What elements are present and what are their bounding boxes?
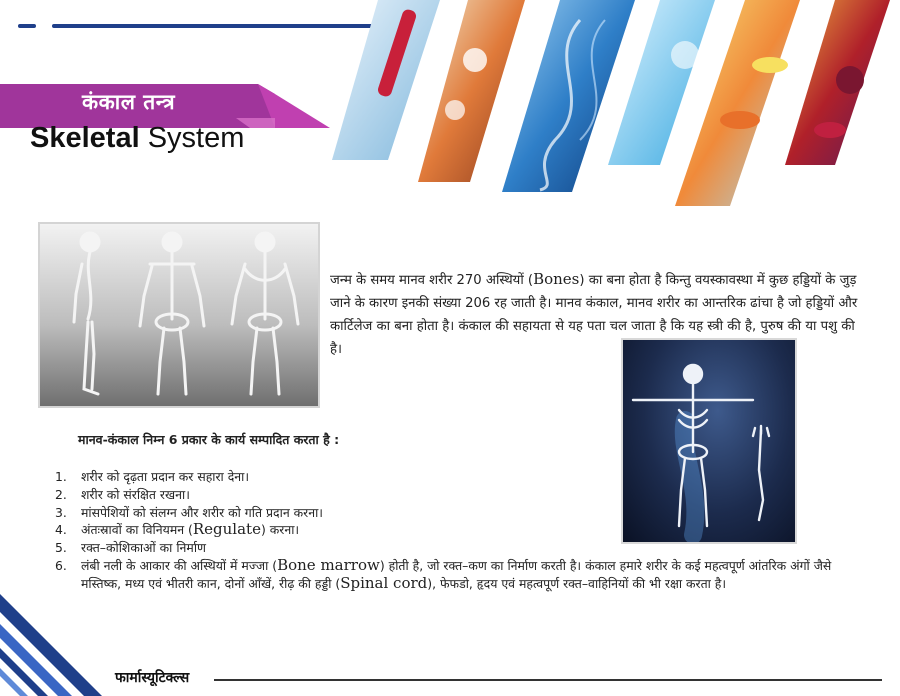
- list-text: मांसपेशियों को संलग्न और शरीर को गति प्रदान करना।: [81, 504, 324, 520]
- list-text: शरीर को दृढ़ता प्रदान कर सहारा देना।: [81, 469, 250, 484]
- list-number: 5.: [55, 540, 67, 556]
- functions-list: [55, 468, 875, 593]
- title-english-rest: System: [139, 122, 245, 154]
- footer-label: फार्मास्यूटिक्ल्स: [115, 670, 190, 686]
- list-text: ) होती है, जो रक्त–कण का निर्माण करती है। कंकाल हमारे शरीर के कई महत्वपूर्ण आंतरिक अंगों जैसे मस्तिष्क, मध्य एवं भीतरी कान, दोनों आँखें, रीढ़ की हड्डी (: [81, 557, 832, 591]
- list-number: 6.: [55, 557, 67, 573]
- list-item: [55, 486, 875, 504]
- list-number: 4.: [55, 522, 67, 538]
- intro-term-bones: Bones: [533, 270, 580, 288]
- title-english-bold: Skeletal: [30, 122, 140, 154]
- title-english: [30, 122, 244, 155]
- list-number: 1.: [55, 469, 67, 484]
- term-regulate: Regulate: [192, 520, 261, 539]
- title-hindi: कंकाल तन्त्र: [82, 90, 176, 114]
- list-number: 3.: [55, 504, 67, 520]
- list-item: [55, 539, 875, 557]
- list-item: [55, 557, 875, 593]
- functions-heading: मानव-कंकाल निम्न 6 प्रकार के कार्य सम्पादित करता है :: [78, 432, 340, 447]
- list-item: [55, 468, 875, 486]
- list-number: 2.: [55, 486, 67, 502]
- top-accent-long: [52, 24, 374, 28]
- list-text: लंबी नली के आकार की अस्थियों में मज्जा (: [81, 557, 278, 573]
- list-text: ) करना।: [260, 522, 300, 538]
- term-bone-marrow: Bone marrow: [277, 555, 380, 574]
- footer-line: [214, 679, 882, 681]
- term-spinal-cord: Spinal cord: [340, 573, 428, 592]
- list-text: अंतःस्रावों का विनियमन (: [81, 522, 193, 538]
- list-text: शरीर को संरक्षित रखना।: [81, 486, 190, 502]
- list-item: [55, 504, 875, 522]
- top-accent-short: [18, 24, 36, 28]
- list-text: ), फेफडो, हृदय एवं महत्वपूर्ण रक्त–वाहिनियों की भी रक्षा करता है।: [427, 575, 727, 591]
- intro-text-b: ) का बना होता है किन्तु वयस्कावस्था में कुछ हड्डियों के जुड़ जाने के कारण इनकी संख्या 206 रह जाती है। मानव कंकाल, मानव शरीर का आन्तरिक ढांचा है जो हड्डियों और कार्टिलेज का बना होता है। कंकाल की सहायता से यह पता चल जाता है कि यह स्त्री की है, पुरुष की या पशु की है।: [330, 273, 858, 357]
- skeleton-photo: [38, 222, 320, 408]
- list-text: रक्त–कोशिकाओं का निर्माण: [81, 540, 206, 556]
- intro-text-a: जन्म के समय मानव शरीर 270 अस्थियों (: [330, 273, 534, 288]
- corner-stripes: [0, 586, 110, 696]
- header-image-strips: [330, 0, 900, 215]
- list-item: [55, 521, 875, 539]
